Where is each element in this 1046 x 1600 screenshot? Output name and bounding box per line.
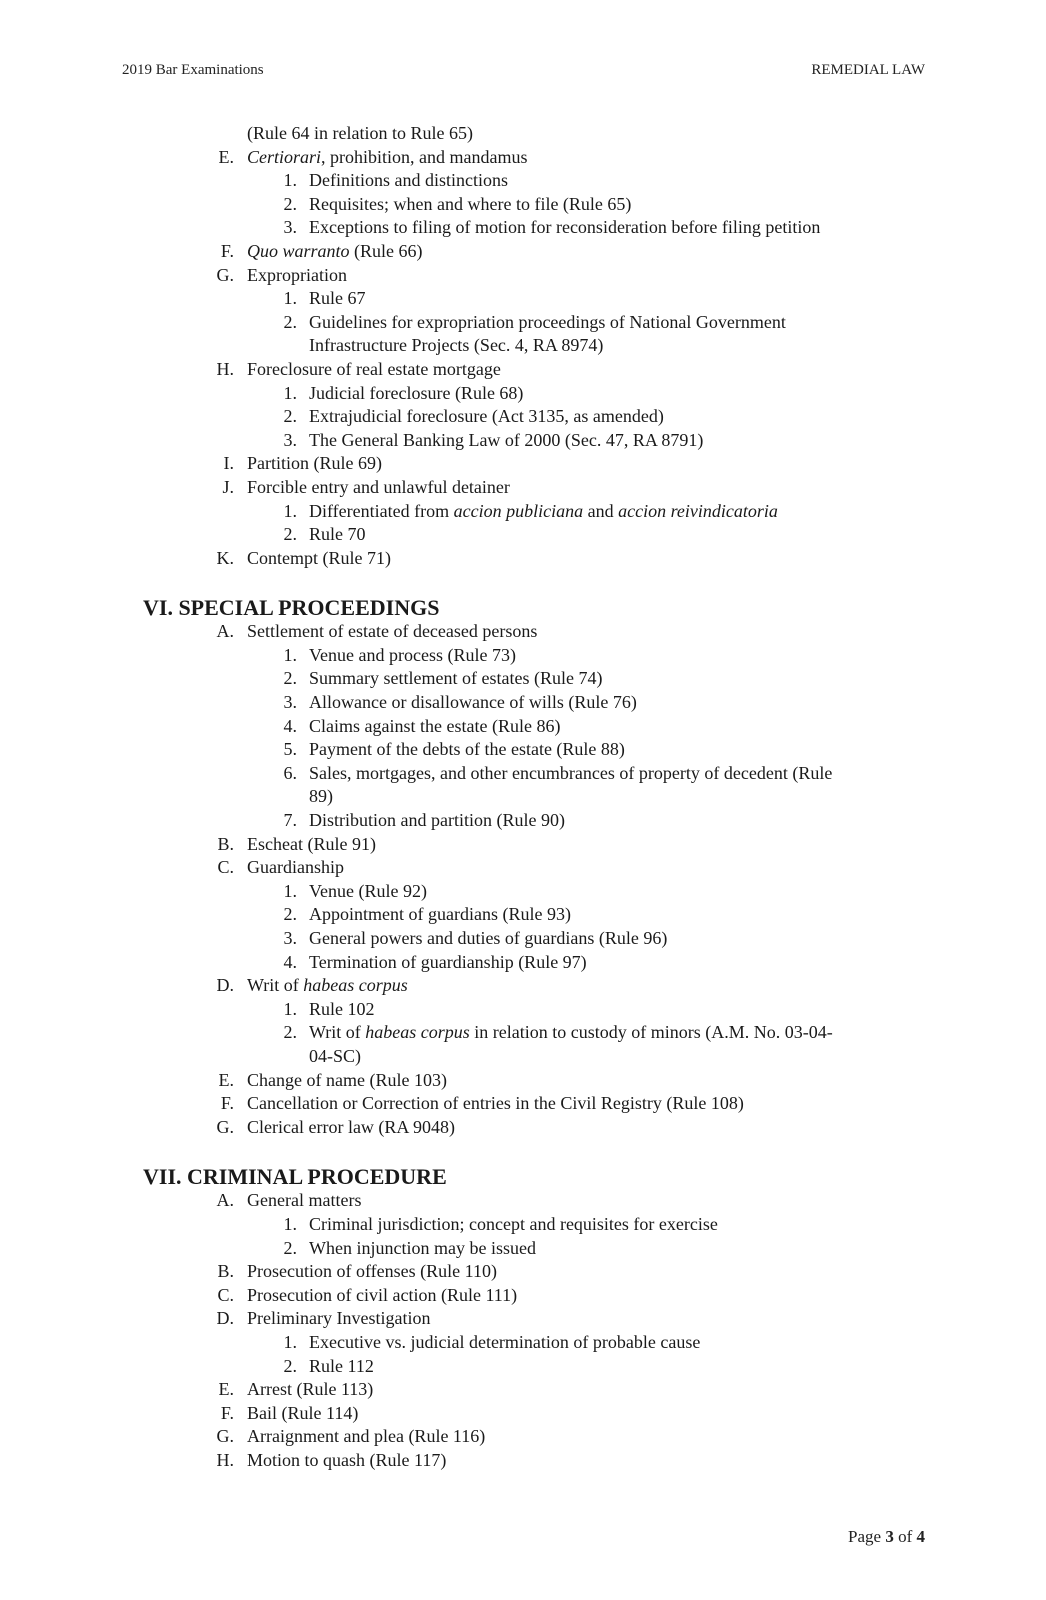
header-exam-title: 2019 Bar Examinations	[122, 62, 264, 78]
text-segment: Extrajudicial foreclosure (Act 3135, as amended)	[309, 406, 664, 427]
item-label: G.	[216, 1116, 234, 1137]
item-label: 2.	[283, 668, 297, 689]
text-segment: Summary settlement of estates (Rule 74)	[309, 668, 603, 689]
outline-line	[0, 1260, 1046, 1284]
text-segment: 04-SC)	[309, 1045, 362, 1066]
outline-line	[0, 523, 1046, 547]
item-text	[309, 334, 603, 358]
text-segment: Guardianship	[247, 857, 344, 878]
outline-line	[0, 264, 1046, 288]
item-text	[309, 429, 703, 453]
text-segment: Criminal jurisdiction; concept and requisites for exercise	[309, 1213, 718, 1234]
item-label: A.	[216, 1190, 234, 1211]
text-segment: Preliminary Investigation	[247, 1308, 431, 1329]
item-text	[247, 974, 408, 998]
item-text	[309, 1355, 374, 1379]
item-text	[309, 998, 375, 1022]
text-segment: Cancellation or Correction of entries in the Civil Registry (Rule 108)	[247, 1093, 744, 1114]
item-text	[247, 452, 382, 476]
text-segment: Foreclosure of real estate mortgage	[247, 358, 501, 379]
outline-line	[0, 382, 1046, 406]
item-text	[247, 1092, 744, 1116]
outline-line	[0, 358, 1046, 382]
item-label: F.	[220, 1093, 234, 1114]
text-segment: When injunction may be issued	[309, 1237, 536, 1258]
outline-line	[0, 122, 1046, 146]
outline-line	[0, 1092, 1046, 1116]
text-segment: Exceptions to filing of motion for reconsideration before filing petition	[309, 217, 821, 238]
item-text	[309, 1213, 718, 1237]
item-label: E.	[218, 146, 234, 167]
text-segment: Motion to quash (Rule 117)	[247, 1449, 447, 1470]
text-segment: Claims against the estate (Rule 86)	[309, 715, 561, 736]
outline-line	[0, 1213, 1046, 1237]
outline-content	[0, 122, 1046, 1472]
outline-line	[0, 833, 1046, 857]
item-text	[247, 1378, 373, 1402]
outline-line	[0, 1189, 1046, 1213]
item-text	[247, 620, 537, 644]
outline-line	[0, 1378, 1046, 1402]
item-label: 4.	[283, 715, 297, 736]
text-segment: 89)	[309, 786, 333, 807]
text-segment: Venue (Rule 92)	[309, 880, 427, 901]
outline-line	[0, 998, 1046, 1022]
text-segment: Definitions and distinctions	[309, 170, 508, 191]
item-text	[247, 1284, 517, 1308]
item-text	[309, 809, 565, 833]
item-text	[143, 1165, 447, 1189]
item-label: 4.	[283, 951, 297, 972]
item-text	[309, 523, 366, 547]
outline-line	[0, 1045, 1046, 1069]
item-text	[247, 1425, 485, 1449]
item-text	[247, 1189, 361, 1213]
item-label: J.	[222, 476, 234, 497]
text-segment: Writ of	[247, 975, 304, 996]
item-label: I.	[223, 453, 234, 474]
outline-line	[0, 311, 1046, 335]
item-text	[309, 311, 786, 335]
item-label: 5.	[283, 739, 297, 760]
outline-line	[0, 476, 1046, 500]
item-text	[309, 169, 508, 193]
item-text	[309, 785, 333, 809]
item-text	[247, 1449, 446, 1473]
outline-line	[0, 146, 1046, 170]
text-segment: Change of name (Rule 103)	[247, 1069, 447, 1090]
item-text	[309, 644, 516, 668]
page-number	[848, 1527, 925, 1547]
outline-line	[0, 547, 1046, 571]
section-heading	[0, 596, 1046, 620]
outline-line	[0, 974, 1046, 998]
outline-line	[0, 809, 1046, 833]
italic-text: Quo warranto	[247, 240, 350, 261]
outline-line	[0, 1021, 1046, 1045]
item-label: 3.	[283, 692, 297, 713]
item-text	[309, 405, 664, 429]
italic-text: accion reivindicatoria	[618, 500, 778, 521]
item-text	[309, 667, 602, 691]
item-text	[309, 903, 571, 927]
item-label: 7.	[283, 810, 297, 831]
item-text	[309, 1331, 700, 1355]
page-word: Page	[848, 1527, 882, 1546]
outline-line	[0, 762, 1046, 786]
text-segment: The General Banking Law of 2000 (Sec. 47, RA 8791)	[309, 429, 704, 450]
text-segment: , prohibition, and mandamus	[321, 146, 528, 167]
item-label: B.	[217, 1261, 234, 1282]
item-text	[309, 762, 832, 786]
outline-line	[0, 1116, 1046, 1140]
text-segment: Termination of guardianship (Rule 97)	[309, 951, 587, 972]
text-segment: Expropriation	[247, 264, 347, 285]
item-label: 2.	[283, 1022, 297, 1043]
outline-line	[0, 1307, 1046, 1331]
text-segment: Differentiated from	[309, 500, 454, 521]
item-text	[247, 264, 347, 288]
outline-line	[0, 1331, 1046, 1355]
text-segment: (Rule 66)	[349, 240, 423, 261]
item-text	[309, 1045, 361, 1069]
text-segment: Infrastructure Projects (Sec. 4, RA 8974)	[309, 335, 604, 356]
item-label: 3.	[283, 429, 297, 450]
item-label: 2.	[283, 1355, 297, 1376]
text-segment: General matters	[247, 1190, 362, 1211]
text-segment: Forcible entry and unlawful detainer	[247, 476, 510, 497]
item-label: 1.	[283, 1213, 297, 1234]
text-segment: Escheat (Rule 91)	[247, 833, 376, 854]
item-text	[247, 833, 376, 857]
text-segment: Judicial foreclosure (Rule 68)	[309, 382, 524, 403]
outline-line	[0, 169, 1046, 193]
item-text	[309, 1021, 833, 1045]
text-segment: Requisites; when and where to file (Rule 65)	[309, 193, 632, 214]
text-segment: Appointment of guardians (Rule 93)	[309, 904, 571, 925]
text-segment: Bail (Rule 114)	[247, 1402, 359, 1423]
item-label: 1.	[283, 1331, 297, 1352]
italic-text: Certiorari	[247, 146, 322, 167]
text-segment: Sales, mortgages, and other encumbrances of property of decedent (Rule	[309, 762, 833, 783]
outline-line	[0, 429, 1046, 453]
item-label: 6.	[283, 762, 297, 783]
item-label: E.	[218, 1379, 234, 1400]
item-text	[247, 1402, 358, 1426]
item-label: 2.	[283, 904, 297, 925]
item-label: H.	[216, 358, 234, 379]
text-segment: Contempt (Rule 71)	[247, 547, 391, 568]
outline-line	[0, 193, 1046, 217]
outline-line	[0, 785, 1046, 809]
outline-line	[0, 927, 1046, 951]
outline-line	[0, 1069, 1046, 1093]
text-segment: Allowance or disallowance of wills (Rule 76)	[309, 692, 637, 713]
item-label: 3.	[283, 928, 297, 948]
text-segment: Prosecution of offenses (Rule 110)	[247, 1261, 497, 1282]
item-text	[247, 547, 391, 571]
item-text	[309, 216, 820, 240]
item-label: 2.	[283, 406, 297, 427]
text-segment: Writ of	[309, 1022, 366, 1043]
outline-line	[0, 738, 1046, 762]
text-segment: Payment of the debts of the estate (Rule 88)	[309, 739, 625, 760]
item-text	[309, 193, 631, 217]
text-segment: Rule 70	[309, 524, 366, 545]
text-segment: Clerical error law (RA 9048)	[247, 1116, 455, 1137]
outline-line	[0, 880, 1046, 904]
outline-line	[0, 951, 1046, 975]
outline-line	[0, 287, 1046, 311]
item-label: C.	[217, 857, 234, 878]
item-text	[247, 476, 510, 500]
item-label: 1.	[283, 998, 297, 1019]
text-segment: Settlement of estate of deceased persons	[247, 621, 538, 642]
italic-text: accion publiciana	[453, 500, 584, 521]
item-label: B.	[217, 833, 234, 854]
item-text	[309, 1237, 536, 1261]
page-current: 3	[885, 1527, 894, 1546]
text-segment: Executive vs. judicial determination of probable cause	[309, 1331, 701, 1352]
italic-text: habeas corpus	[303, 975, 408, 996]
item-text	[309, 927, 667, 951]
text-segment: Prosecution of civil action (Rule 111)	[247, 1284, 518, 1305]
item-label: D.	[216, 1308, 234, 1329]
outline-line	[0, 1284, 1046, 1308]
item-text	[247, 856, 344, 880]
item-label: 1.	[283, 288, 297, 309]
item-text	[247, 358, 501, 382]
outline-line	[0, 856, 1046, 880]
outline-line	[0, 216, 1046, 240]
item-label: 1.	[283, 382, 297, 403]
item-label: 1.	[283, 170, 297, 191]
text-segment: Rule 112	[309, 1355, 374, 1376]
text-segment: Rule 67	[309, 288, 366, 309]
item-label: 1.	[283, 644, 297, 665]
item-label: 2.	[283, 524, 297, 545]
outline-line	[0, 903, 1046, 927]
item-label: 2.	[283, 193, 297, 214]
item-text	[247, 240, 423, 264]
outline-line	[0, 667, 1046, 691]
item-label: F.	[220, 1402, 234, 1423]
item-label: 1.	[283, 880, 297, 901]
outline-line	[0, 1449, 1046, 1473]
italic-text: habeas corpus	[365, 1022, 470, 1043]
outline-line	[0, 1237, 1046, 1261]
outline-line	[0, 620, 1046, 644]
item-text	[247, 1069, 447, 1093]
item-text	[309, 951, 587, 975]
outline-line	[0, 240, 1046, 264]
item-label: G.	[216, 264, 234, 285]
item-text	[247, 1260, 497, 1284]
outline-line	[0, 691, 1046, 715]
item-label: 2.	[283, 1237, 297, 1258]
item-text	[309, 738, 625, 762]
item-label: D.	[216, 975, 234, 996]
outline-line	[0, 1402, 1046, 1426]
outline-line	[0, 1355, 1046, 1379]
outline-line	[0, 715, 1046, 739]
outline-line	[0, 334, 1046, 358]
item-text	[247, 1116, 455, 1140]
item-text	[143, 596, 439, 620]
outline-line	[0, 1425, 1046, 1449]
text-segment: and	[583, 500, 619, 521]
page-total: 4	[916, 1527, 925, 1546]
item-text	[309, 880, 427, 904]
item-text	[309, 691, 637, 715]
text-segment: Arraignment and plea (Rule 116)	[247, 1426, 486, 1447]
section-heading	[0, 1165, 1046, 1189]
outline-line	[0, 452, 1046, 476]
text-segment: Venue and process (Rule 73)	[309, 644, 516, 665]
outline-line	[0, 500, 1046, 524]
item-label: F.	[220, 240, 234, 261]
text-segment: Rule 102	[309, 998, 375, 1019]
item-label: E.	[218, 1069, 234, 1090]
text-segment: VII. CRIMINAL PROCEDURE	[143, 1164, 447, 1190]
item-label: H.	[216, 1449, 234, 1470]
outline-line	[0, 644, 1046, 668]
item-label: C.	[217, 1284, 234, 1305]
item-text	[309, 500, 778, 524]
text-segment: (Rule 64 in relation to Rule 65)	[247, 123, 473, 143]
text-segment: Distribution and partition (Rule 90)	[309, 810, 565, 831]
item-text	[309, 382, 523, 406]
item-label: 3.	[283, 217, 297, 238]
item-text	[247, 146, 528, 170]
outline-line	[0, 405, 1046, 429]
item-label: K.	[216, 547, 234, 568]
page-of-word: of	[898, 1527, 913, 1546]
item-text	[309, 715, 560, 739]
text-segment: Arrest (Rule 113)	[247, 1379, 374, 1400]
text-segment: Partition (Rule 69)	[247, 453, 382, 474]
item-label: 2.	[283, 311, 297, 332]
item-text	[309, 287, 366, 311]
text-segment: Guidelines for expropriation proceedings of National Government	[309, 311, 786, 332]
item-label: A.	[216, 621, 234, 642]
text-segment: VI. SPECIAL PROCEEDINGS	[143, 595, 440, 621]
item-text	[247, 1307, 430, 1331]
text-segment: General powers and duties of guardians (Rule 96)	[309, 928, 668, 948]
item-label: 1.	[283, 500, 297, 521]
item-text	[247, 122, 473, 146]
header-subject: REMEDIAL LAW	[811, 62, 925, 78]
item-label: G.	[216, 1426, 234, 1447]
text-segment: in relation to custody of minors (A.M. No. 03-04-	[469, 1022, 833, 1043]
